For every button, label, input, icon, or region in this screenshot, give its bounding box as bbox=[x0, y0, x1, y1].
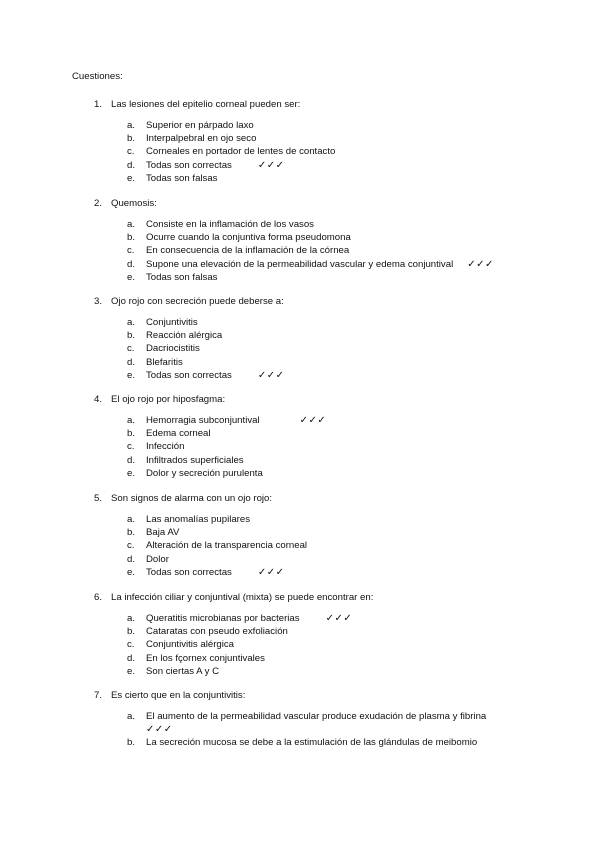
option-d bbox=[0, 652, 600, 665]
question-number: 4. bbox=[93, 394, 102, 405]
option-b bbox=[0, 526, 600, 539]
option-text: Reacción alérgica bbox=[146, 330, 223, 342]
option-text: Supone una elevación de la permeabilidad vascular y edema conjuntival bbox=[146, 258, 454, 270]
option-text: Dolor y secreción purulenta bbox=[146, 467, 263, 479]
option-a bbox=[0, 119, 600, 132]
question-text: Las lesiones del epitelio corneal pueden ser: bbox=[111, 99, 301, 110]
option-b bbox=[0, 231, 600, 244]
option-text: Infiltrados superficiales bbox=[146, 454, 244, 466]
option-d bbox=[0, 159, 600, 172]
option-text: Blefaritis bbox=[146, 356, 183, 368]
option-c bbox=[0, 440, 600, 453]
option-c bbox=[0, 244, 600, 257]
option-label: a. bbox=[127, 415, 136, 426]
question-text: Quemosis: bbox=[111, 198, 157, 209]
option-e bbox=[0, 271, 600, 284]
question-text: La infección ciliar y conjuntival (mixta) se puede encontrar en: bbox=[111, 592, 374, 603]
option-label: e. bbox=[127, 665, 136, 677]
option-text: En los fçornex conjuntivales bbox=[146, 652, 265, 664]
option-text: El aumento de la permeabilidad vascular produce exudación de plasma y fibrina bbox=[146, 711, 487, 722]
option-text: Todas son falsas bbox=[146, 271, 218, 283]
option-label: e. bbox=[127, 271, 136, 283]
option-label: a. bbox=[127, 514, 136, 525]
option-label: b. bbox=[127, 428, 136, 440]
option-text: Todas son falsas bbox=[146, 172, 218, 184]
checkmark-icon: ✓✓✓ bbox=[325, 613, 353, 624]
option-b bbox=[0, 736, 600, 749]
option-a bbox=[0, 612, 600, 625]
option-label: d. bbox=[127, 553, 136, 565]
question-4 bbox=[0, 393, 600, 480]
option-label: b. bbox=[127, 133, 136, 145]
option-label: d. bbox=[127, 159, 136, 171]
option-label: a. bbox=[127, 711, 136, 722]
option-text: Las anomalías pupilares bbox=[146, 514, 250, 525]
option-a bbox=[0, 710, 600, 736]
option-text: La secreción mucosa se debe a la estimulación de las glándulas de meibomio bbox=[146, 737, 478, 748]
option-label: b. bbox=[127, 330, 136, 342]
option-label: e. bbox=[127, 369, 136, 381]
option-label: b. bbox=[127, 737, 136, 748]
option-label: a. bbox=[127, 219, 136, 230]
option-label: e. bbox=[127, 172, 136, 184]
option-d bbox=[0, 454, 600, 467]
option-b bbox=[0, 427, 600, 440]
option-text: Dolor bbox=[146, 553, 169, 565]
question-number: 6. bbox=[93, 592, 102, 603]
option-label: c. bbox=[127, 245, 135, 257]
page-heading: Cuestiones: bbox=[72, 71, 123, 82]
checkmark-icon: ✓✓✓ bbox=[257, 369, 285, 381]
option-text: Dacriocistitis bbox=[146, 343, 200, 355]
option-label: b. bbox=[127, 527, 136, 539]
option-text: En consecuencia de la inflamación de la córnea bbox=[146, 245, 350, 257]
option-label: d. bbox=[127, 652, 136, 664]
option-a bbox=[0, 218, 600, 231]
question-text: Es cierto que en la conjuntivitis: bbox=[111, 690, 246, 701]
option-text: Consiste en la inflamación de los vasos bbox=[146, 219, 314, 230]
option-c bbox=[0, 638, 600, 651]
option-e bbox=[0, 566, 600, 579]
option-text: Conjuntivitis alérgica bbox=[146, 639, 234, 651]
option-a bbox=[0, 316, 600, 329]
checkmark-icon: ✓✓✓ bbox=[299, 415, 327, 426]
option-b bbox=[0, 132, 600, 145]
option-label: b. bbox=[127, 232, 136, 244]
option-text: Todas son correctas bbox=[146, 566, 232, 578]
option-d bbox=[0, 553, 600, 566]
option-text: Ocurre cuando la conjuntiva forma pseudomona bbox=[146, 232, 351, 244]
question-5 bbox=[0, 492, 600, 579]
option-b bbox=[0, 329, 600, 342]
option-text: Baja AV bbox=[146, 527, 180, 539]
option-label: c. bbox=[127, 146, 135, 158]
option-label: e. bbox=[127, 566, 136, 578]
option-label: a. bbox=[127, 613, 136, 624]
question-number: 7. bbox=[93, 690, 102, 701]
option-b bbox=[0, 625, 600, 638]
question-number: 2. bbox=[93, 198, 102, 209]
option-c bbox=[0, 539, 600, 552]
option-text: Alteración de la transparencia corneal bbox=[146, 540, 308, 552]
option-a bbox=[0, 414, 600, 427]
checkmark-icon: ✓✓✓ bbox=[146, 724, 173, 736]
question-number: 5. bbox=[93, 493, 102, 504]
option-text: Hemorragia subconjuntival bbox=[146, 415, 260, 426]
question-1 bbox=[0, 98, 600, 185]
option-label: c. bbox=[127, 441, 135, 453]
option-label: c. bbox=[127, 639, 135, 651]
option-text: Son ciertas A y C bbox=[146, 665, 220, 677]
option-label: d. bbox=[127, 258, 136, 270]
option-text: Queratitis microbianas por bacterias bbox=[146, 613, 300, 624]
question-3 bbox=[0, 295, 600, 382]
option-e bbox=[0, 665, 600, 678]
checkmark-icon: ✓✓✓ bbox=[467, 258, 494, 270]
option-label: e. bbox=[127, 467, 136, 479]
option-label: a. bbox=[127, 317, 136, 328]
option-c bbox=[0, 145, 600, 158]
option-text: Cataratas con pseudo exfoliación bbox=[146, 626, 288, 638]
option-text: Edema corneal bbox=[146, 428, 211, 440]
option-text: Infección bbox=[146, 441, 185, 453]
option-a bbox=[0, 513, 600, 526]
question-7 bbox=[0, 689, 600, 749]
option-e bbox=[0, 172, 600, 185]
option-d bbox=[0, 356, 600, 369]
option-label: d. bbox=[127, 454, 136, 466]
checkmark-icon: ✓✓✓ bbox=[257, 159, 285, 171]
option-label: c. bbox=[127, 343, 135, 355]
checkmark-icon: ✓✓✓ bbox=[257, 566, 285, 578]
option-text: Conjuntivitis bbox=[146, 317, 198, 328]
option-label: a. bbox=[127, 120, 136, 131]
option-label: b. bbox=[127, 626, 136, 638]
question-text: El ojo rojo por hiposfagma: bbox=[111, 394, 226, 405]
option-text: Corneales en portador de lentes de contacto bbox=[146, 146, 336, 158]
option-label: d. bbox=[127, 356, 136, 368]
option-text: Todas son correctas bbox=[146, 369, 232, 381]
option-c bbox=[0, 342, 600, 355]
option-e bbox=[0, 369, 600, 382]
option-text: Interpalpebral en ojo seco bbox=[146, 133, 257, 145]
question-text: Ojo rojo con secreción puede deberse a: bbox=[111, 296, 284, 307]
question-number: 1. bbox=[93, 99, 102, 110]
option-label: c. bbox=[127, 540, 135, 552]
option-text: Todas son correctas bbox=[146, 159, 232, 171]
question-2 bbox=[0, 197, 600, 284]
option-d bbox=[0, 258, 600, 271]
option-text: Superior en párpado laxo bbox=[146, 120, 254, 131]
question-number: 3. bbox=[93, 296, 102, 307]
question-text: Son signos de alarma con un ojo rojo: bbox=[111, 493, 273, 504]
question-6 bbox=[0, 591, 600, 678]
option-e bbox=[0, 467, 600, 480]
